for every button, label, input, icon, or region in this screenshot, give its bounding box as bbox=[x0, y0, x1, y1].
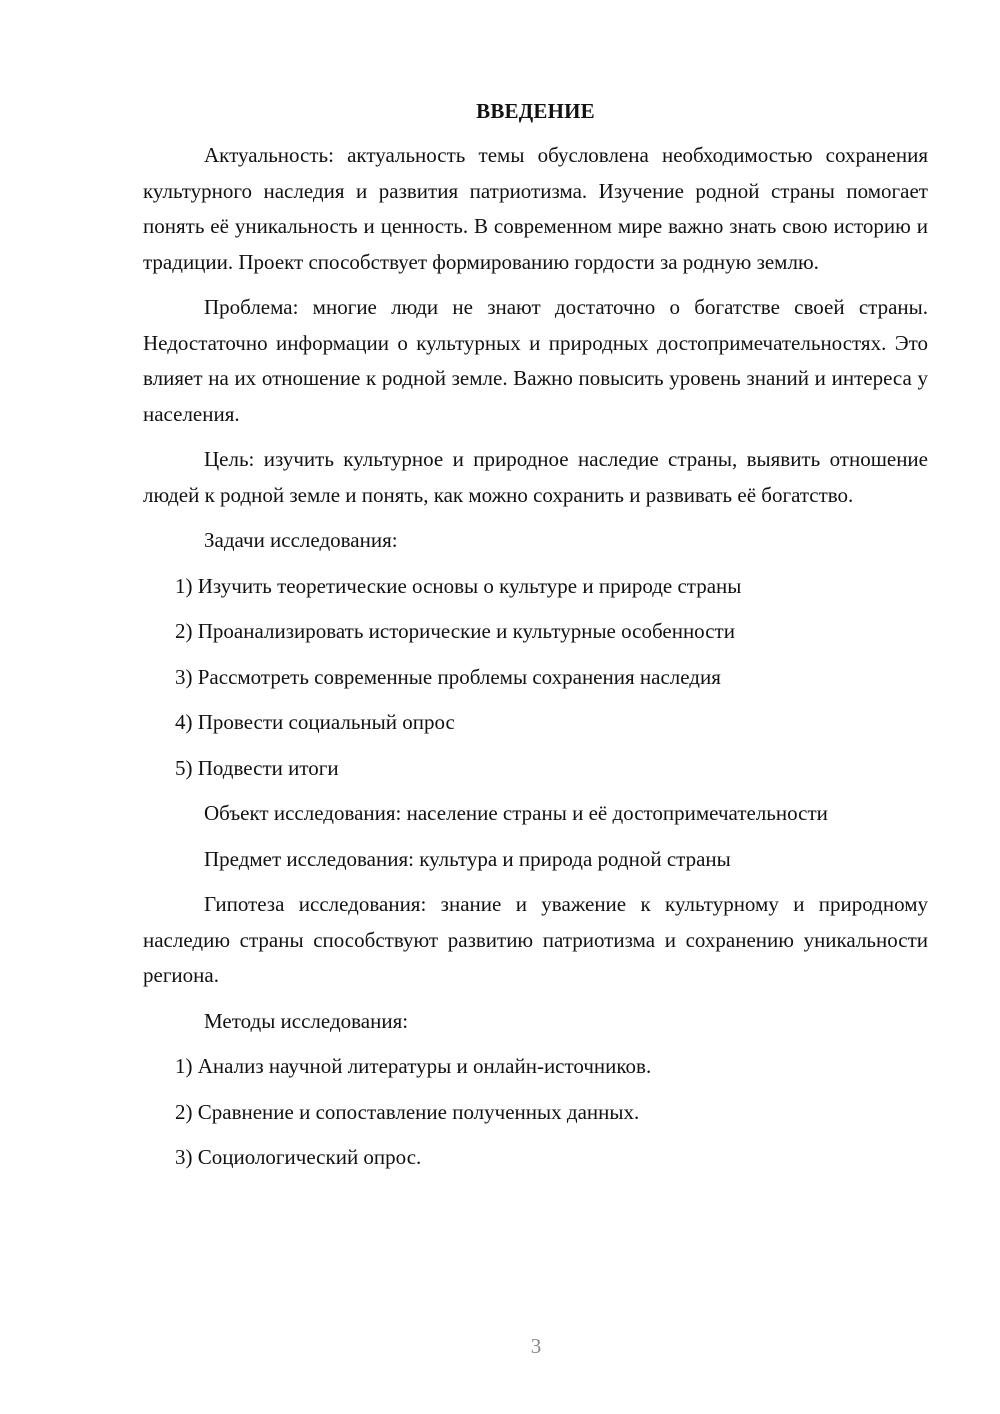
hypothesis-paragraph: Гипотеза исследования: знание и уважение к культурному и природному наследию страны способствуют развитию патриотизма и сохранению уникальности региона. bbox=[143, 892, 928, 987]
tasks-heading: Задачи исследования: bbox=[204, 528, 398, 552]
task-item: 3) Рассмотреть современные проблемы сохранения наследия bbox=[175, 664, 721, 689]
methods-heading: Методы исследования: bbox=[204, 1008, 409, 1033]
tasks-list bbox=[143, 569, 928, 787]
section-title: ВВЕДЕНИЕ bbox=[476, 99, 595, 123]
method-item: 3) Социологический опрос. bbox=[175, 1145, 422, 1169]
task-item: 2) Проанализировать исторические и культурные особенности bbox=[175, 619, 735, 643]
task-item: 1) Изучить теоретические основы о культуре и природе страны bbox=[175, 573, 742, 598]
task-item: 4) Провести социальный опрос bbox=[175, 710, 455, 734]
method-item: 2) Сравнение и сопоставление полученных данных. bbox=[175, 1099, 640, 1124]
method-item: 1) Анализ научной литературы и онлайн-источников. bbox=[175, 1054, 652, 1078]
methods-list bbox=[143, 1049, 928, 1176]
relevance-paragraph: Актуальность: актуальность темы обусловлена необходимостью сохранения культурного наследия и развития патриотизма. Изучение родной страны помогает понять её уникальность и ценность. В современном мире важно знать свою историю и традиции. Проект способствует формированию гордости за родную землю. bbox=[143, 143, 928, 274]
page-number: 3 bbox=[530, 1334, 542, 1358]
subject-paragraph: Предмет исследования: культура и природа родной страны bbox=[204, 846, 731, 871]
page-content bbox=[143, 96, 928, 1186]
task-item: 5) Подвести итоги bbox=[175, 755, 339, 780]
goal-paragraph: Цель: изучить культурное и природное наследие страны, выявить отношение людей к родной земле и понять, как можно сохранить и развивать её богатство. bbox=[143, 447, 928, 507]
problem-paragraph: Проблема: многие люди не знают достаточно о богатстве своей страны. Недостаточно информации о культурных и природных достопримечательностях. Это влияет на их отношение к родной земле. Важно повысить уровень знаний и интереса у населения. bbox=[143, 295, 928, 426]
object-paragraph: Объект исследования: население страны и её достопримечательности bbox=[204, 801, 828, 825]
